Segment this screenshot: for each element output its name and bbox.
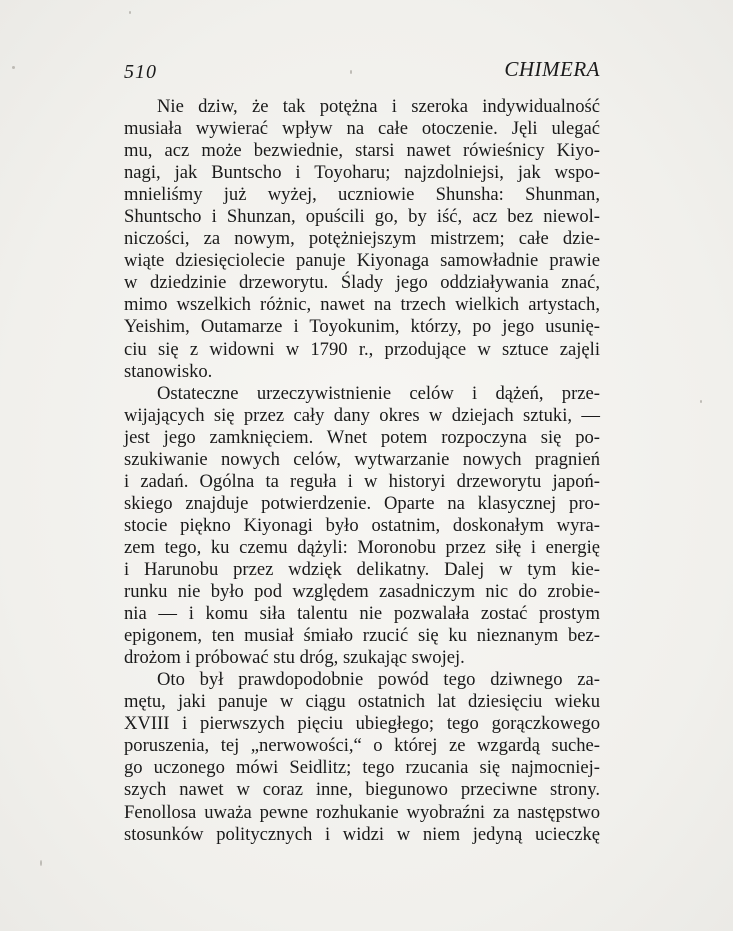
text-line: XVIII i pierwszych pięciu ubiegłego; tego gorączkowego (124, 713, 600, 735)
text-line: wiąte dziesięciolecie panuje Kiyonaga samowładnie prawie (124, 250, 600, 272)
text-line: go uczonego mówi Seidlitz; tego rzucania się najmocniej- (124, 757, 600, 779)
text-line: mu, acz może bezwiednie, starsi nawet rówieśnicy Kiyo- (124, 140, 600, 162)
text-line: niczości, za nowym, potężniejszym mistrzem; całe dzie- (124, 228, 600, 250)
text-line: wijających się przez cały dany okres w dziejach sztuki, — (124, 404, 600, 426)
paragraph-3 (124, 669, 600, 845)
scan-speck (40, 860, 42, 866)
text-line: ciu się z widowni w 1790 r., przodujące w sztuce zajęli (124, 338, 600, 360)
text-line: jest jego zamknięciem. Wnet potem rozpoczyna się po- (124, 426, 600, 448)
running-head (124, 57, 600, 87)
text-line: mętu, jaki panuje w ciągu ostatnich lat dziesięciu wieku (124, 691, 600, 713)
text-line: mnieliśmy już wyżej, uczniowie Shunsha: Shunman, (124, 184, 600, 206)
text-line: w dziedzinie drzeworytu. Ślady jego oddziaływania znać, (124, 272, 600, 294)
paragraph-1 (124, 96, 600, 383)
page-number: 510 (124, 61, 157, 83)
text-line: Fenollosa uważa pewne rozhukanie wyobraźni za następstwo (124, 801, 600, 823)
text-line: szukiwanie nowych celów, wytwarzanie nowych pragnień (124, 448, 600, 470)
text-line: skiego znajduje potwierdzenie. Oparte na klasycznej pro- (124, 492, 600, 514)
scan-speck (700, 400, 702, 403)
text-line: Oto był prawdopodobnie powód tego dziwnego za- (157, 669, 600, 691)
text-line: runku nie było pod względem zasadniczym nic do zrobie- (124, 581, 600, 603)
text-line: i Harunobu przez wdzięk delikatny. Dalej w tym kie- (124, 558, 600, 580)
text-line: nagi, jak Buntscho i Toyoharu; najzdolniejsi, jak wspo- (124, 162, 600, 184)
journal-title: CHIMERA (504, 57, 600, 81)
text-line: mimo wszelkich różnic, nawet na trzech wielkich artystach, (124, 294, 600, 316)
text-line: drożom i próbować stu dróg, szukając swojej. (124, 647, 465, 669)
text-line: stosunków politycznych i widzi w niem jedyną ucieczkę (124, 823, 600, 845)
text-line: poruszenia, tej „nerwowości,“ o której ze wzgardą suche- (124, 735, 600, 757)
body-text (124, 96, 600, 846)
text-line: Shuntscho i Shunzan, opuścili go, by iść, acz bez niewol- (124, 206, 600, 228)
text-line: i zadań. Ogólna ta reguła i w historyi drzeworytu japoń- (124, 470, 600, 492)
scan-speck (129, 11, 131, 14)
text-line: stanowisko. (124, 360, 213, 382)
paragraph-2 (124, 383, 600, 670)
scan-speck (350, 70, 352, 74)
text-line: nia — i komu siła talentu nie pozwalała zostać prostym (124, 603, 600, 625)
scan-speck (12, 66, 15, 69)
text-line: Nie dziw, że tak potężna i szeroka indywidualność (157, 96, 600, 117)
text-line: stocie piękno Kiyonagi było ostatnim, doskonałym wyra- (124, 514, 600, 536)
text-line: musiała wywierać wpływ na całe otoczenie. Jęli ulegać (124, 118, 600, 140)
text-line: Ostateczne urzeczywistnienie celów i dążeń, prze- (157, 382, 600, 404)
text-line: szych nawet w coraz inne, biegunowo przeciwne strony. (124, 779, 600, 801)
text-line: epigonem, ten musiał śmiało rzucić się ku nieznanym bez- (124, 625, 600, 647)
text-line: zem tego, ku czemu dążyli: Moronobu przez siłę i energię (124, 536, 600, 558)
text-line: Yeishim, Outamarze i Toyokunim, którzy, po jego usunię- (124, 316, 600, 338)
